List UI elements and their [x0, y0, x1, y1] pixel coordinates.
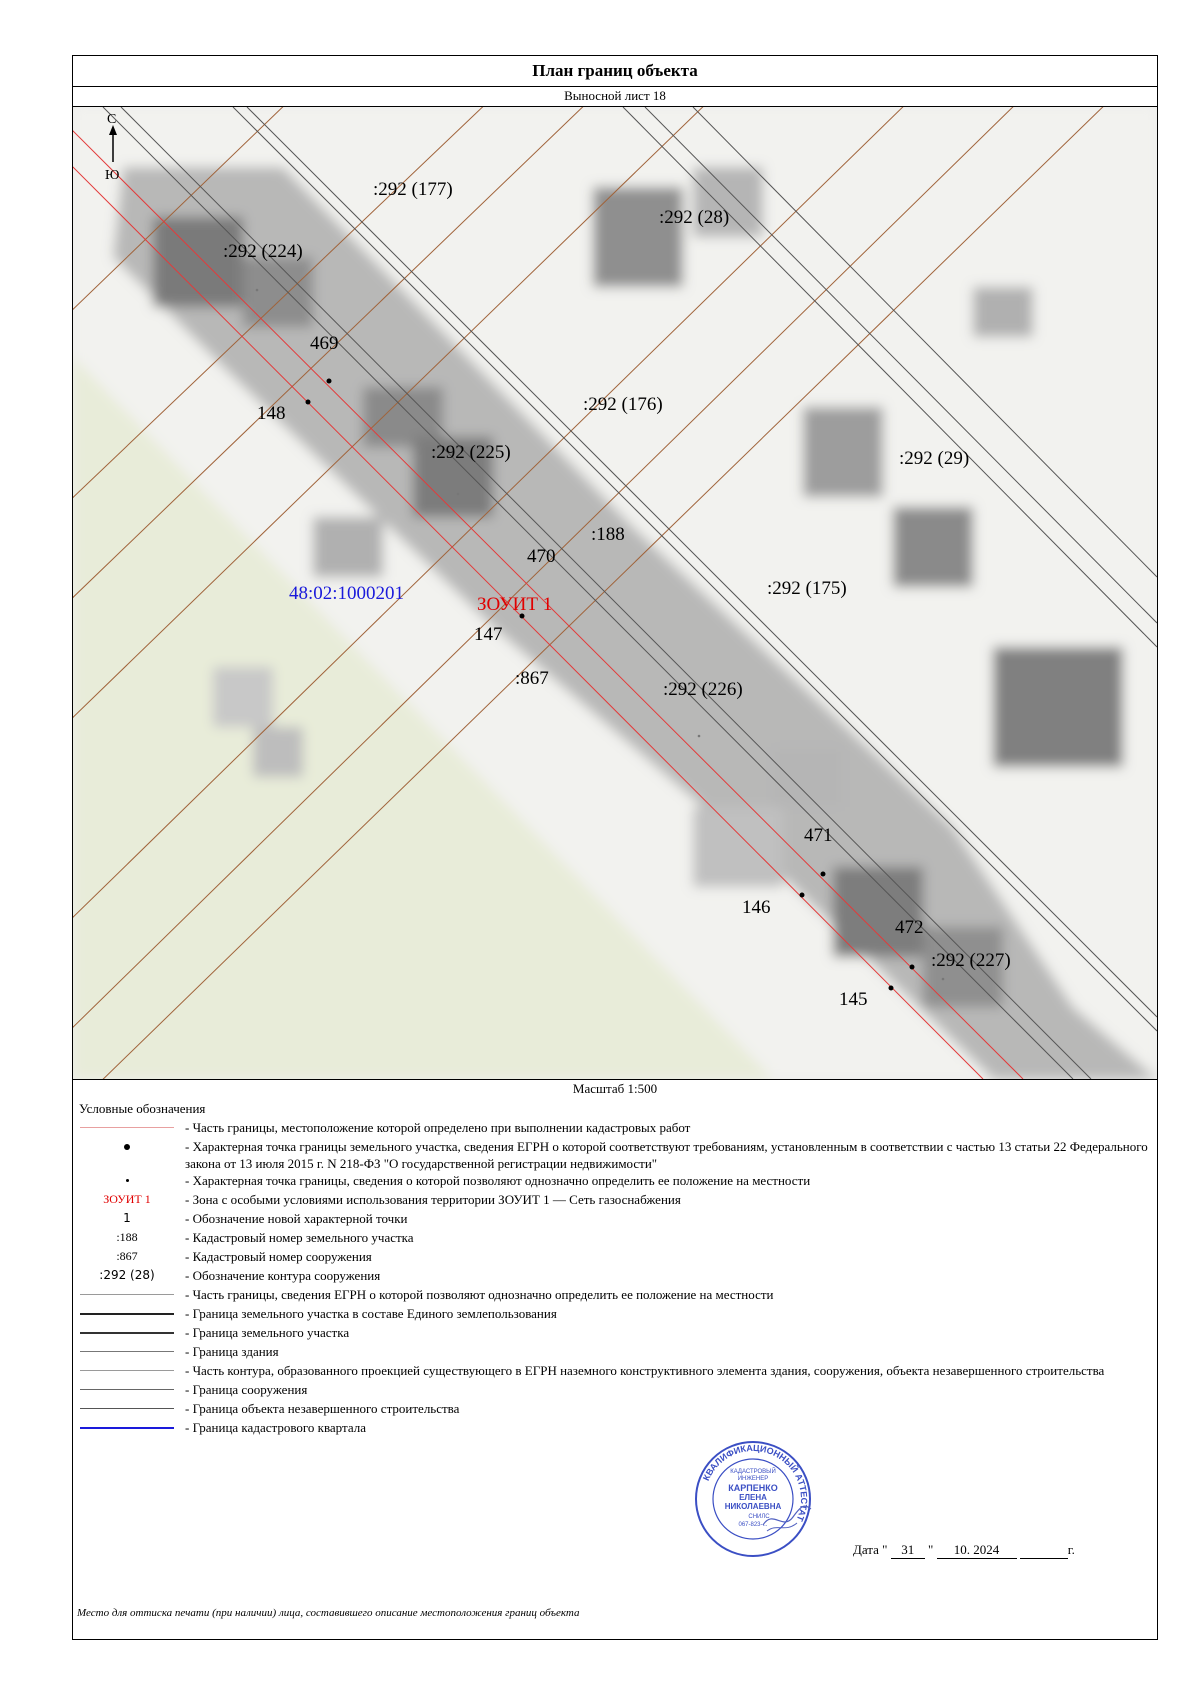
label-point-146: 146: [742, 897, 771, 918]
legend-item: [79, 1172, 1149, 1191]
seal-line: ЕЛЕНА: [739, 1493, 767, 1502]
legend-symbol: 1: [123, 1211, 131, 1225]
label-188: :188: [591, 524, 625, 545]
legend-text: - Обозначение контура сооружения: [185, 1268, 381, 1283]
seal-line: СНИЛС: [748, 1514, 770, 1520]
label-point-469: 469: [310, 333, 339, 354]
legend-item: [79, 1400, 1149, 1419]
date-quote: ": [927, 1542, 934, 1557]
legend-text: - Обозначение новой характерной точки: [185, 1211, 408, 1226]
legend-line-swatch: [80, 1351, 174, 1352]
seal-line: НИКОЛАЕВНА: [724, 1502, 782, 1511]
boundary-plan-sheet: [72, 55, 1158, 1640]
legend-text: - Зона с особыми условиями использования территории ЗОУИТ 1 — Сеть газоснабжения: [185, 1192, 681, 1207]
legend-item: [79, 1343, 1149, 1362]
legend-line-swatch: [80, 1313, 174, 1315]
legend-item: [79, 1362, 1149, 1381]
label-292-29: :292 (29): [899, 448, 970, 469]
label-292-177: :292 (177): [373, 179, 453, 200]
zone-label: ЗОУИТ 1: [477, 594, 553, 615]
legend-line-swatch: [80, 1370, 174, 1371]
legend-symbol: :292 (28): [99, 1268, 155, 1282]
seal-line: 067-823-...: [738, 1522, 768, 1528]
legend-item: [79, 1305, 1149, 1324]
date-month-year: 10. 2024: [937, 1542, 1017, 1559]
legend-line-swatch: [80, 1127, 174, 1128]
legend-text: - Граница земельного участка в составе Единого землепользования: [185, 1306, 557, 1321]
legend-item: [79, 1324, 1149, 1343]
legend-text: - Характерная точка границы, сведения о которой позволяют однозначно определить ее положение на местности: [185, 1173, 811, 1188]
legend-item: [79, 1419, 1149, 1438]
legend-title: Условные обозначения: [79, 1101, 206, 1116]
legend-item: [79, 1229, 1149, 1248]
legend-item: [79, 1210, 1149, 1229]
seal-graphic: [693, 1439, 813, 1559]
legend-line-swatch: [80, 1389, 174, 1390]
page-subtitle: Выносной лист 18: [73, 86, 1157, 107]
date-prefix: Дата ": [853, 1542, 888, 1557]
seal-footnote: Место для оттиска печати (при наличии) лица, составившего описание местоположения границ объекта: [77, 1607, 580, 1619]
legend-text: - Кадастровый номер сооружения: [185, 1249, 372, 1264]
legend-symbol: :867: [116, 1249, 138, 1263]
label-292-227: :292 (227): [931, 950, 1011, 971]
legend-item: [79, 1248, 1149, 1267]
map-canvas: [73, 107, 1157, 1079]
legend: [79, 1119, 1149, 1438]
legend-line-swatch: [80, 1408, 174, 1409]
point-146: [800, 893, 805, 898]
point-145: [889, 986, 894, 991]
north-label: С: [107, 112, 117, 127]
point-148: [306, 400, 311, 405]
seal-line: КАДАСТРОВЫЙ: [730, 1469, 776, 1475]
legend-symbol: ЗОУИТ 1: [103, 1192, 151, 1206]
label-point-145: 145: [839, 989, 868, 1010]
label-point-148: 148: [257, 403, 286, 424]
date-suffix: г.: [1067, 1542, 1075, 1557]
label-point-470: 470: [527, 546, 556, 567]
legend-item: [79, 1191, 1149, 1210]
point-471: [821, 872, 826, 877]
page-title: План границ объекта: [73, 56, 1157, 87]
legend-text: - Характерная точка границы земельного участка, сведения ЕГРН о которой соответствуют требованиям, установленным в соответствии с частью 13 статьи 22 Федерального закона от 13 июля 2015 г. N 218-ФЗ "О государственной регистрации недвижимости": [185, 1139, 1148, 1171]
seal-line: КАРПЕНКО: [728, 1483, 778, 1493]
legend-text: - Граница здания: [185, 1344, 279, 1359]
map-scale: Масштаб 1:500: [572, 1081, 658, 1096]
date-day: 31: [891, 1542, 925, 1559]
engineer-seal: [693, 1439, 813, 1564]
legend-text: - Кадастровый номер земельного участка: [185, 1230, 414, 1245]
label-point-472: 472: [895, 917, 924, 938]
big-point-icon: [124, 1144, 130, 1150]
label-292-176: :292 (176): [583, 394, 663, 415]
seal-line: ИНЖЕНЕР: [737, 1476, 769, 1482]
legend-text: - Граница кадастрового квартала: [185, 1420, 366, 1435]
legend-text: - Граница сооружения: [185, 1382, 308, 1397]
label-292-225: :292 (225): [431, 442, 511, 463]
legend-text: - Часть границы, сведения ЕГРН о которой позволяют однозначно определить ее положение на местности: [185, 1287, 774, 1302]
legend-text: - Граница объекта незавершенного строительства: [185, 1401, 460, 1416]
boundary-map: [73, 107, 1157, 1080]
label-292-226: :292 (226): [663, 679, 743, 700]
label-point-147: 147: [474, 624, 503, 645]
date-blank: [1020, 1542, 1068, 1559]
point-472: [910, 965, 915, 970]
legend-symbol: :188: [116, 1230, 138, 1244]
legend-item: [79, 1381, 1149, 1400]
legend-line-swatch: [80, 1427, 174, 1429]
label-292-224: :292 (224): [223, 241, 303, 262]
legend-line-swatch: [80, 1332, 174, 1334]
legend-text: - Часть границы, местоположение которой определено при выполнении кадастровых работ: [185, 1120, 691, 1135]
label-292-28: :292 (28): [659, 207, 730, 228]
legend-text: - Часть контура, образованного проекцией существующего в ЕГРН наземного конструктивного элемента здания, сооружения, объекта незавершенного строительства: [185, 1363, 1105, 1378]
point-469: [327, 379, 332, 384]
legend-item: [79, 1267, 1149, 1286]
legend-item: [79, 1119, 1149, 1138]
legend-text: - Граница земельного участка: [185, 1325, 350, 1340]
date-field: [853, 1542, 1075, 1559]
south-label: Ю: [105, 168, 120, 183]
cadastral-quarter-label: 48:02:1000201: [289, 583, 405, 604]
legend-line-swatch: [80, 1294, 174, 1295]
label-point-471: 471: [804, 825, 833, 846]
label-867: :867: [515, 668, 549, 689]
legend-item: [79, 1138, 1149, 1172]
small-point-icon: [126, 1179, 129, 1182]
legend-item: [79, 1286, 1149, 1305]
seal-ring-text: КВАЛИФИКАЦИОННЫЙ АТТЕСТАТ: [701, 1442, 810, 1523]
label-292-175: :292 (175): [767, 578, 847, 599]
